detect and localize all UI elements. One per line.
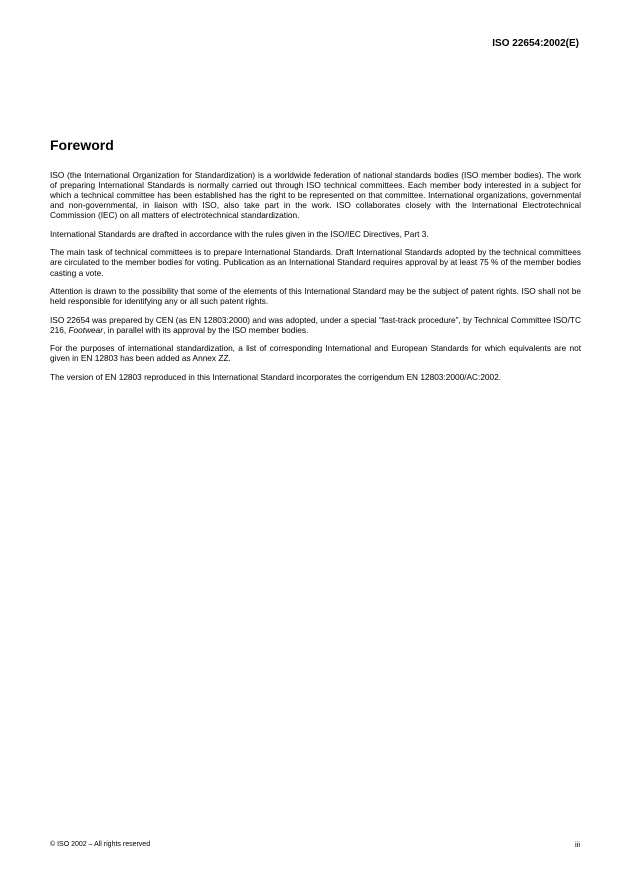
paragraph-directives: International Standards are drafted in accordance with the rules given in the ISO/IEC Directives, Part 3. [50, 228, 429, 239]
paragraph-preparation [50, 315, 581, 335]
paragraph-patent-rights: Attention is drawn to the possibility that some of the elements of this International Standard may be the subject of patent rights. ISO shall not be held responsible for identifying any or all such patent rights. [50, 286, 581, 307]
paragraph-technical-committees: The main task of technical committees is to prepare International Standards. Draft International Standards adopted by the technical committees are circulated to the member bodies for voting. Publication as an International Standard requires approval by at least 75 % of the member bodies casting a vote. [50, 247, 581, 278]
preparation-text-after: , in parallel with its approval by the ISO member bodies. [103, 324, 309, 335]
footer-page-number: iii [575, 840, 580, 849]
footer-copyright: © ISO 2002 – All rights reserved [50, 841, 151, 848]
preparation-text-before: ISO 22654 was prepared by CEN (as EN 12803:2000) and was adopted, under a special “fast-track procedure”, by Technical Committee ISO/TC 216, [50, 314, 581, 335]
paragraph-iso-federation: ISO (the International Organization for Standardization) is a worldwide federation of national standards bodies (ISO member bodies). The work of preparing International Standards is normally carried out through ISO technical committees. Each member body interested in a subject for which a technical committee has been established has the right to be represented on that committee. International organizations, governmental and non-governmental, in liaison with ISO, also take part in the work. ISO collaborates closely with the International Electrotechnical Commission (IEC) on all matters of electrotechnical standardization. [50, 170, 581, 221]
document-header-id: ISO 22654:2002(E) [492, 38, 579, 49]
page-title: Foreword [50, 137, 114, 153]
preparation-text-italic: Footwear [68, 324, 104, 335]
foreword-body [50, 170, 581, 390]
paragraph-annex: For the purposes of international standardization, a list of corresponding International and European Standards for which equivalents are not given in EN 12803 has been added as Annex ZZ. [50, 343, 581, 364]
paragraph-corrigendum: The version of EN 12803 reproduced in this International Standard incorporates the corrigendum EN 12803:2000/AC:2002. [50, 371, 502, 382]
